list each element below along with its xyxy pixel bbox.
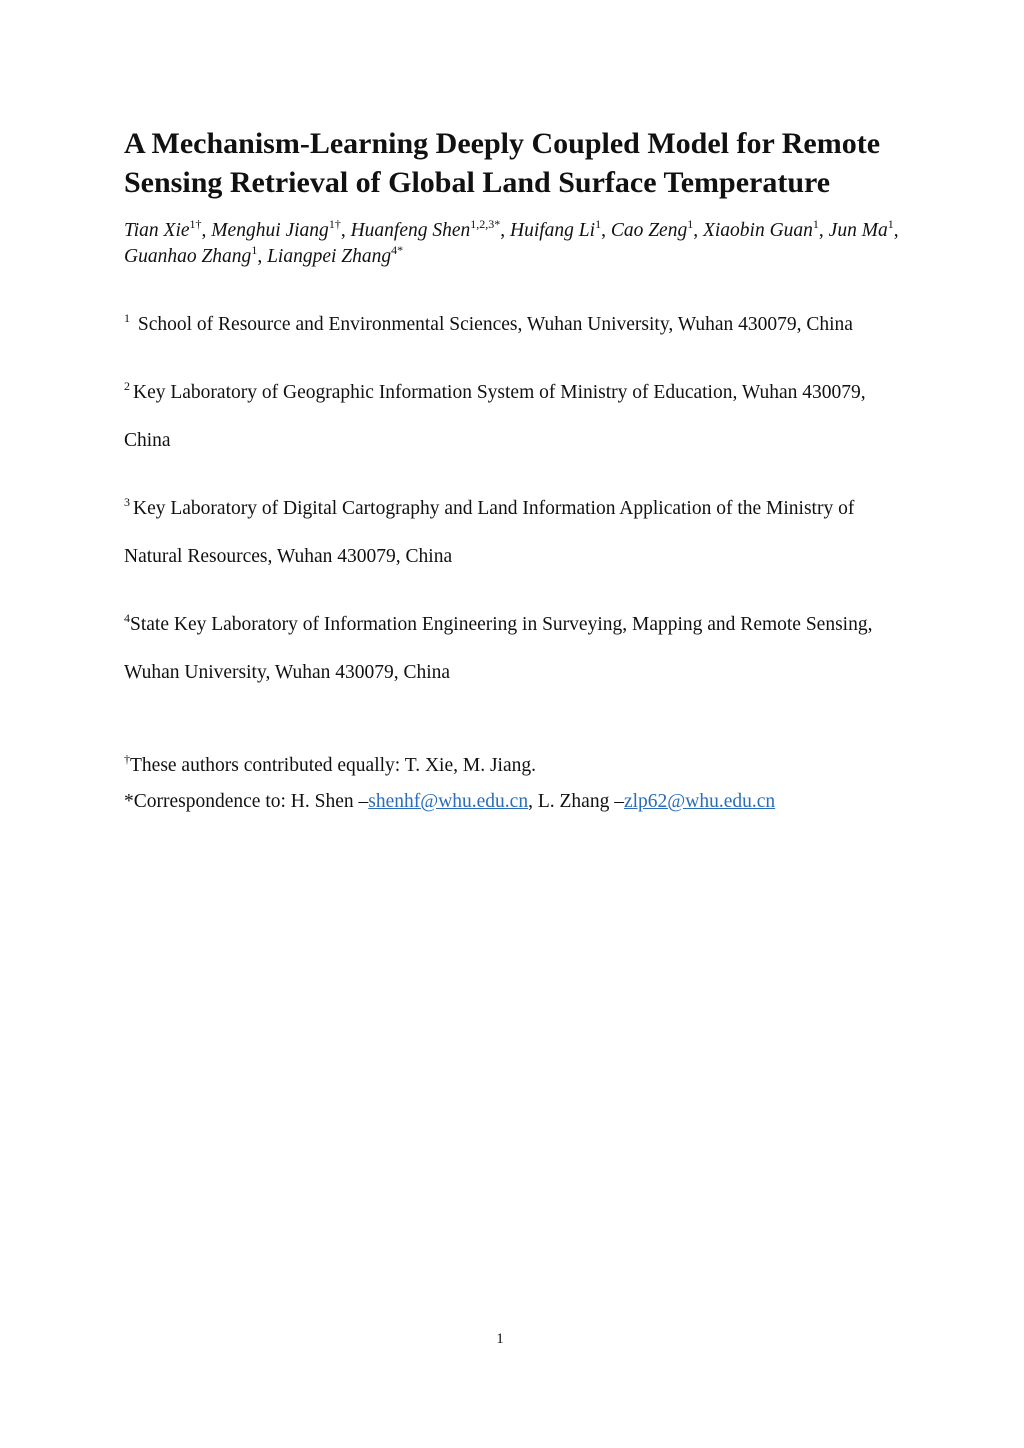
- equal-contribution-mark: †: [124, 751, 130, 766]
- author-name: Menghui Jiang: [211, 220, 329, 241]
- author-separator: ,: [818, 220, 829, 241]
- author-name: Huanfeng Shen: [350, 220, 471, 241]
- equal-contribution-text: These authors contributed equally: T. Xie, M. Jiang.: [130, 755, 536, 776]
- author-name: Jun Ma: [828, 220, 888, 241]
- affiliation-text: Key Laboratory of Geographic Information System of Ministry of Education, Wuhan 430079, China: [124, 382, 866, 451]
- author-separator: ,: [201, 220, 212, 241]
- author-affiliation-mark: 1: [595, 216, 602, 231]
- author-affiliation-mark: 1: [887, 216, 894, 231]
- affiliation-mark: 1: [124, 310, 130, 325]
- author-affiliation-mark: 1†: [189, 216, 202, 231]
- affiliation-mark: 3: [124, 494, 130, 509]
- author-list: [124, 218, 914, 270]
- author-name: Tian Xie: [124, 220, 190, 241]
- correspondence-note: [124, 789, 914, 815]
- author-affiliation-mark: 4*: [391, 242, 404, 257]
- author-separator: ,: [601, 220, 611, 241]
- affiliation-text: Key Laboratory of Digital Cartography and Land Information Application of the Ministry of Natural Resources, Wuhan 430079, China: [124, 498, 855, 567]
- affiliation-mark: 2: [124, 378, 130, 393]
- affiliation-text: State Key Laboratory of Information Engineering in Surveying, Mapping and Remote Sensing, Wuhan University, Wuhan 430079, China: [124, 614, 873, 683]
- author-affiliation-mark: 1†: [328, 216, 341, 231]
- paper-title: A Mechanism-Learning Deeply Coupled Model for Remote Sensing Retrieval of Global Land Surface Temperature: [124, 127, 881, 199]
- affiliation-mark: 4: [124, 610, 130, 625]
- author-affiliation-mark: 1: [812, 216, 819, 231]
- equal-contribution-note: [124, 753, 914, 779]
- author-name: Cao Zeng: [610, 220, 688, 241]
- email-link-zhang[interactable]: zlp62@whu.edu.cn: [623, 791, 776, 812]
- author-name: Guanhao Zhang: [124, 246, 252, 267]
- affiliation-2: [124, 369, 914, 465]
- affiliation-1: [124, 301, 914, 349]
- author-separator: ,: [257, 246, 268, 267]
- page-number: 1: [496, 1331, 504, 1347]
- author-separator: ,: [693, 220, 703, 241]
- author-separator: ,: [340, 220, 351, 241]
- email-link-shen[interactable]: shenhf@whu.edu.cn: [368, 791, 529, 812]
- author-affiliation-mark: 1: [687, 216, 694, 231]
- correspondence-middle: , L. Zhang –: [528, 791, 624, 812]
- author-name: Xiaobin Guan: [702, 220, 813, 241]
- correspondence-prefix: *Correspondence to: H. Shen –: [124, 791, 369, 812]
- author-name: Huifang Li: [510, 220, 596, 241]
- author-affiliation-mark: 1: [251, 242, 258, 257]
- affiliation-3: [124, 485, 914, 581]
- author-separator: ,: [893, 220, 899, 241]
- affiliation-text: School of Resource and Environmental Sciences, Wuhan University, Wuhan 430079, China: [137, 314, 853, 335]
- author-name: Liangpei Zhang: [267, 246, 392, 267]
- affiliation-4: [124, 601, 914, 697]
- author-affiliation-mark: 1,2,3*: [470, 216, 501, 231]
- author-separator: ,: [500, 220, 510, 241]
